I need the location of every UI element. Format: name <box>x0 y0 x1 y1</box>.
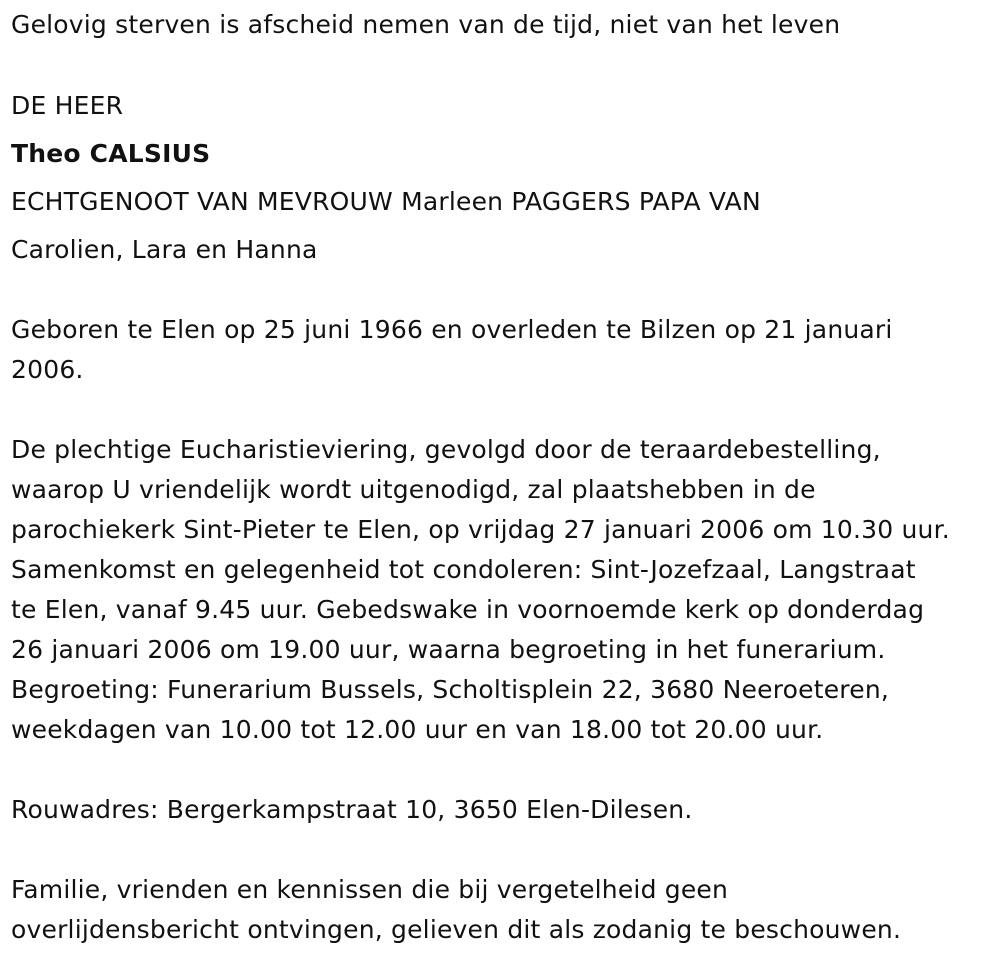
ceremony-line-8: weekdagen van 10.00 tot 12.00 uur en van 18.00 tot 20.00 uur. <box>11 715 824 744</box>
ceremony-line-6: 26 januari 2006 om 19.00 uur, waarna begroeting in het funerarium. <box>11 635 886 664</box>
motto: Gelovig sterven is afscheid nemen van de tijd, niet van het leven <box>11 10 841 39</box>
ceremony-line-1: De plechtige Eucharistieviering, gevolgd door de teraardebestelling, <box>11 435 881 464</box>
ceremony-line-4: Samenkomst en gelegenheid tot condoleren: Sint-Jozefzaal, Langstraat <box>11 555 916 584</box>
salutation: DE HEER <box>11 91 124 120</box>
ceremony-line-2: waarop U vriendelijk wordt uitgenodigd, zal plaatshebben in de <box>11 475 816 504</box>
ceremony-line-7: Begroeting: Funerarium Bussels, Scholtisplein 22, 3680 Neeroeteren, <box>11 675 890 704</box>
ceremony-line-5: te Elen, vanaf 9.45 uur. Gebedswake in voornoemde kerk op donderdag <box>11 595 925 624</box>
life-line-1: Geboren te Elen op 25 juni 1966 en overleden te Bilzen op 21 januari <box>11 315 893 344</box>
life-line-2: 2006. <box>11 355 84 384</box>
mourning-address: Rouwadres: Bergerkampstraat 10, 3650 Elen-Dilesen. <box>11 795 693 824</box>
ceremony-line-3: parochiekerk Sint-Pieter te Elen, op vrijdag 27 januari 2006 om 10.30 uur. <box>11 515 950 544</box>
deceased-name: Theo CALSIUS <box>11 139 211 168</box>
relation-line-2: Carolien, Lara en Hanna <box>11 235 318 264</box>
closing-line-1: Familie, vrienden en kennissen die bij vergetelheid geen <box>11 875 729 904</box>
closing-line-2: overlijdensbericht ontvingen, gelieven dit als zodanig te beschouwen. <box>11 915 902 944</box>
relation-line-1: ECHTGENOOT VAN MEVROUW Marleen PAGGERS PAPA VAN <box>11 187 761 216</box>
